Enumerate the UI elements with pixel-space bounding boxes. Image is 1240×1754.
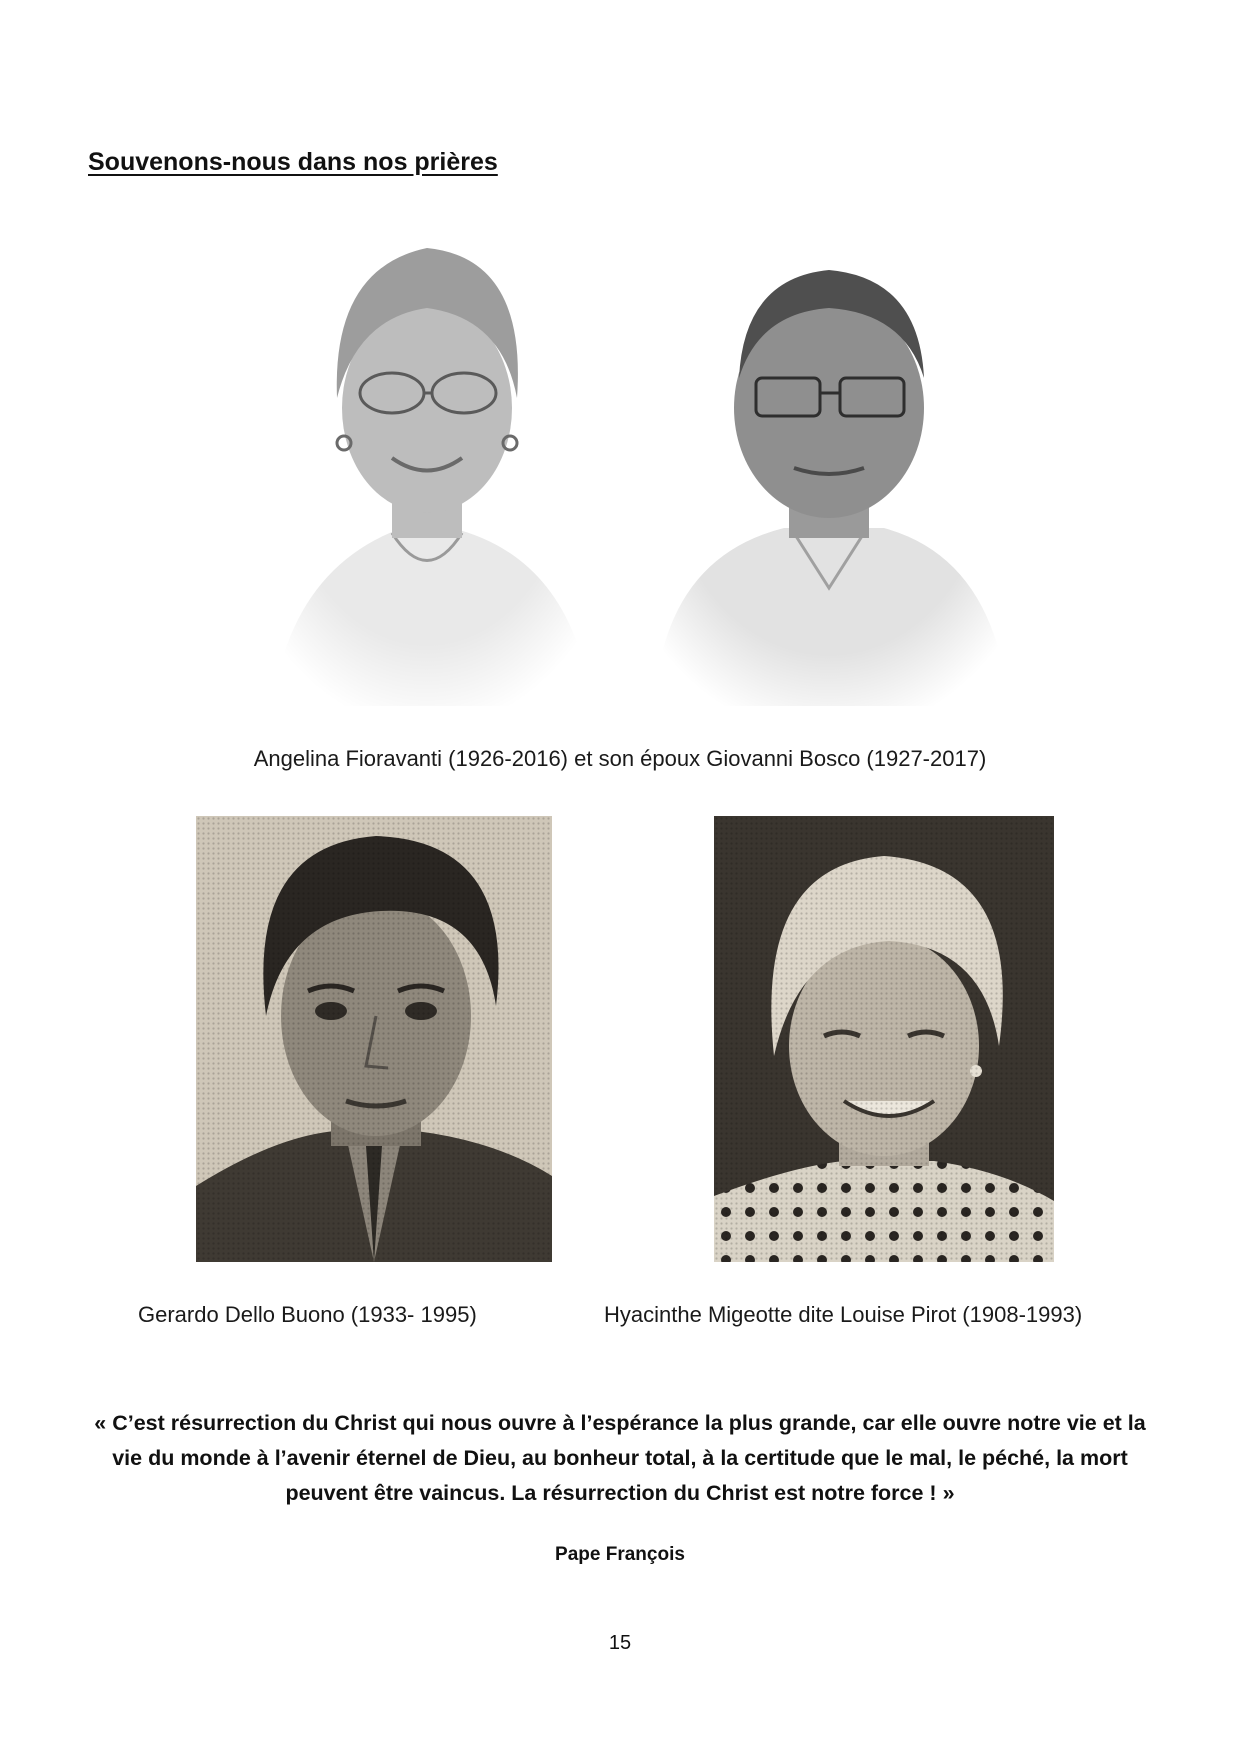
quote-author: Pape François (555, 1544, 685, 1565)
portrait-giovanni-bosco (644, 258, 1014, 706)
page-number: 15 (608, 1632, 632, 1654)
caption-dello-buono: Gerardo Dello Buono (1933- 1995) (138, 1302, 477, 1327)
pope-quote: « C’est résurrection du Christ qui nous ouvre à l’espérance la plus grande, car elle ouvre notre vie et la vie du monde à l’avenir éternel de Dieu, au bonheur total, à la certitude que le mal, le péché, la mort peuvent être vaincus. La résurrection du Christ est notre force ! » (94, 1411, 1146, 1505)
portrait-hyacinthe-migeotte (714, 816, 1054, 1262)
caption-fioravanti-bosco: Angelina Fioravanti (1926-2016) et son époux Giovanni Bosco (1927-2017) (253, 746, 987, 771)
portrait-gerardo-dello-buono (196, 816, 552, 1262)
caption-migeotte: Hyacinthe Migeotte dite Louise Pirot (1908-1993) (604, 1302, 1083, 1327)
portrait-angelina-fioravanti (252, 228, 602, 706)
page-title: Souvenons-nous dans nos prières (88, 148, 498, 176)
